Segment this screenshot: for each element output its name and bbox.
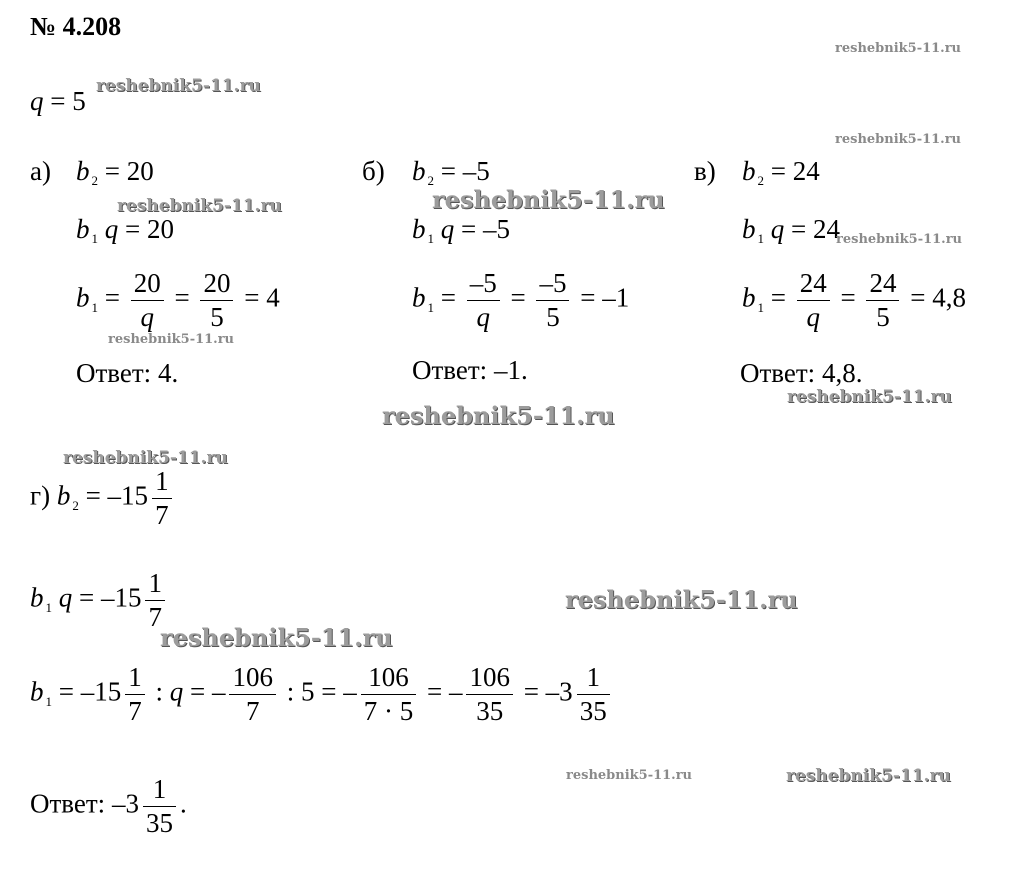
- part-b-answer: Ответ: –1.: [412, 355, 528, 385]
- part-v-label: в): [694, 156, 716, 186]
- part-a-label: а): [30, 156, 51, 186]
- watermark: reshebnik5-11.ru: [565, 585, 798, 614]
- part-a-b1q: b $_1$ q = 20: [76, 214, 174, 246]
- watermark: reshebnik5-11.ru: [566, 768, 693, 783]
- part-b-b1: b $_1$ = $\frac{-5}{q}$ = $\frac{-5}{5}$ = –1: [412, 268, 630, 332]
- watermark: reshebnik5-11.ru: [96, 76, 261, 96]
- part-v-b1: b $_1$ = $\frac{24}{q}$ = $\frac{24}{5}$ = 4,8: [742, 268, 966, 332]
- watermark: reshebnik5-11.ru: [835, 41, 962, 56]
- watermark: reshebnik5-11.ru: [787, 387, 952, 407]
- part-a-b1: b $_1$ = $\frac{20}{q}$ = $\frac{20}{5}$ = 4: [76, 268, 280, 332]
- part-b-b1q: b $_1$ q = –5: [412, 214, 510, 246]
- part-b-b2: b $_2$ = –5: [412, 156, 490, 188]
- part-a-answer: Ответ: 4.: [76, 358, 179, 388]
- part-g-b1-calc: b $_1$ = –15 $\frac{1}{7}$ : q = – $\frac{106}{7}$ : 5 = – $\frac{106}{7 \cdot 5}$ = – $\frac{106}{35}$ = –3 $\frac{1}{35}$: [30, 664, 614, 725]
- part-v-b1q: b $_1$ q = 24: [742, 214, 840, 246]
- part-g-answer: Ответ: –3 $\frac{1}{35}$ .: [30, 774, 187, 838]
- watermark: reshebnik5-11.ru: [117, 196, 282, 216]
- watermark: reshebnik5-11.ru: [835, 132, 962, 147]
- part-a-b2: b $_2$ = 20: [76, 156, 154, 188]
- part-v-answer: Ответ: 4,8.: [740, 358, 863, 388]
- given-line: q = 5: [30, 86, 86, 116]
- part-b-label: б): [362, 156, 385, 186]
- watermark: reshebnik5-11.ru: [432, 185, 665, 214]
- watermark: reshebnik5-11.ru: [786, 766, 951, 786]
- watermark: reshebnik5-11.ru: [160, 623, 393, 652]
- part-g-b2: г) b $_2$ = –15 $\frac{1}{7}$: [30, 468, 176, 529]
- watermark: reshebnik5-11.ru: [63, 448, 228, 468]
- part-g-b1q: b $_1$ q = –15 $\frac{1}{7}$: [30, 570, 169, 631]
- watermark: reshebnik5-11.ru: [836, 232, 963, 247]
- problem-title: № 4.208: [30, 12, 122, 41]
- watermark: reshebnik5-11.ru: [382, 401, 615, 430]
- watermark: reshebnik5-11.ru: [108, 332, 235, 347]
- part-v-b2: b $_2$ = 24: [742, 156, 820, 188]
